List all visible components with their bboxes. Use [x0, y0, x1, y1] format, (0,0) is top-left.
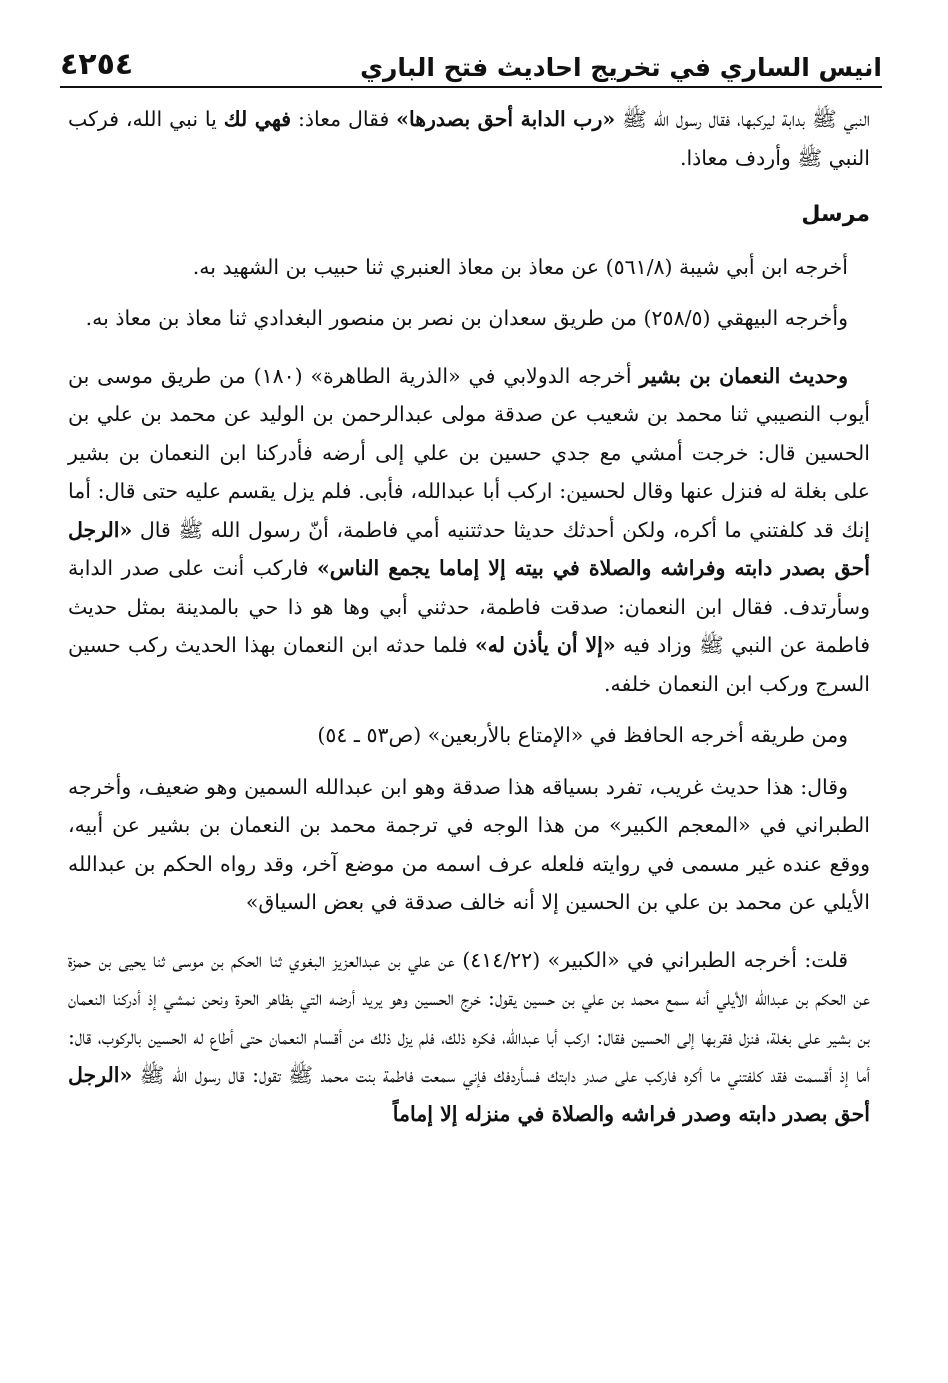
text-run: يا نبي الله، فركب النبي ﷺ وأردف معاذا. — [68, 107, 870, 170]
paragraph-7 — [68, 941, 870, 1134]
paragraph-6: وقال: هذا حديث غريب، تفرد بسياقه هذا صدقة وهو ابن عبدالله السمين وهو ضعيف، وأخرجه الطبراني في «المعجم الكبير» من هذا الوجه في ترجمة محمد بن النعمان بن بشير عن أبيه، ووقع عنده غير مسمى في روايته فلعله عرف اسمه من موضع آخر، وقد رواه الحكم بن عبدالله الأيلي عن محمد بن علي بن الحسين إلا أنه خالف صدقة في بعض السياق» — [68, 774, 870, 914]
text-run: النبي ﷺ بدابة ليركبها، فقال رسول الله ﷺ — [615, 107, 870, 131]
hadith-quote: «الرجل أحق بصدر دابته وفراشه والصلاة في بيته إلا إماما يجمع الناس» — [68, 517, 870, 580]
hadith-title: وحديث النعمان بن بشير — [639, 363, 848, 388]
text-run: فاركب أنت على صدر الدابة وسأرتدف. فقال ابن النعمان: صدقت فاطمة، حدثني أبي وها هو ذا حي بالمدينة بمثل حديث فاطمة عن النبي ﷺ وزاد فيه — [68, 556, 871, 657]
section-heading: مرسل — [801, 202, 870, 227]
page-number: ٤٢٥٤ — [60, 47, 134, 82]
paragraph-1 — [68, 100, 870, 177]
running-title: انيس الساري في تخريج احاديث فتح الباري — [360, 53, 882, 82]
hadith-quote: «الرجل أحق بصدر دابته وصدر فراشه والصلاة في منزله إلا إماماً — [68, 1063, 870, 1126]
bold-phrase: فهي لك — [223, 107, 292, 131]
paragraph-4 — [68, 357, 870, 704]
hadith-quote: «إلا أن يأذن له» — [474, 633, 616, 657]
hadith-quote: «رب الدابة أحق بصدرها» — [396, 107, 616, 131]
page-header — [60, 30, 882, 88]
text-run: فلما حدثه ابن النعمان بهذا الحديث ركب حسين السرج وركب ابن النعمان خلفه. — [68, 633, 870, 696]
paragraph-3: وأخرجه البيهقي (٢٥٨/٥) من طريق سعدان بن نصر بن منصور البغدادي ثنا معاذ بن معاذ به. — [85, 306, 848, 330]
text-run: أخرجه الدولابي في «الذرية الطاهرة» (١٨٠) من طريق موسى بن أيوب النصيبي ثنا محمد بن شعيب عن صدقة مولى عبدالرحمن بن الوليد عن محمد بن علي بن الحسين قال: خرجت أمشي مع جدي حسين بن علي إلى أرضه فأدركنا ابن النعمان بن بشير على بغلة له فنزل عنها وقال لحسين: اركب أبا عبدالله، فأبى. فلم يزل يقسم عليه حتى قال: أما إنك قد كلفتني ما أكره، ولكن أحدثك حديثا حدثتنيه أمي فاطمة، أنّ رسول الله ﷺ قال — [68, 363, 870, 542]
paragraph-2: أخرجه ابن أبي شيبة (٥٦١/٨) عن معاذ بن معاذ العنبري ثنا حبيب بن الشهيد به. — [192, 254, 848, 279]
paragraph-5: ومن طريقه أخرجه الحافظ في «الإمتاع بالأربعين» (ص٥٣ ـ ٥٤) — [317, 723, 848, 747]
text-run: فقال معاذ: — [291, 107, 397, 131]
text-run: قلت: أخرجه الطبراني في «الكبير» (٤١٤/٢٢) عن علي بن عبدالعزيز البغوي ثنا الحكم بن موسى ثنا يحيى بن حمزة عن الحكم بن عبدالله الأيلي أنه سمع محمد بن علي بن حسين يقول: خرج الحسين وهو يريد أرضه التي بظاهر الحرة ونحن نمشي إذ أدركنا النعمان بن بشير على بغلة، فنزل فقربها إلى الحسين فقال: اركب أبا عبدالله، فكره ذلك، فلم يزل ذلك من أقسام النعمان حتى أطاع له الحسين بالركوب، قال: أما إذ أقسمت فقد كلفتني ما أكره فاركب على صدر دابتك فسأردفك فإني سمعت فاطمة بنت محمد ﷺ تقول: قال رسول الله ﷺ — [68, 947, 870, 1087]
page-body — [68, 100, 870, 1133]
